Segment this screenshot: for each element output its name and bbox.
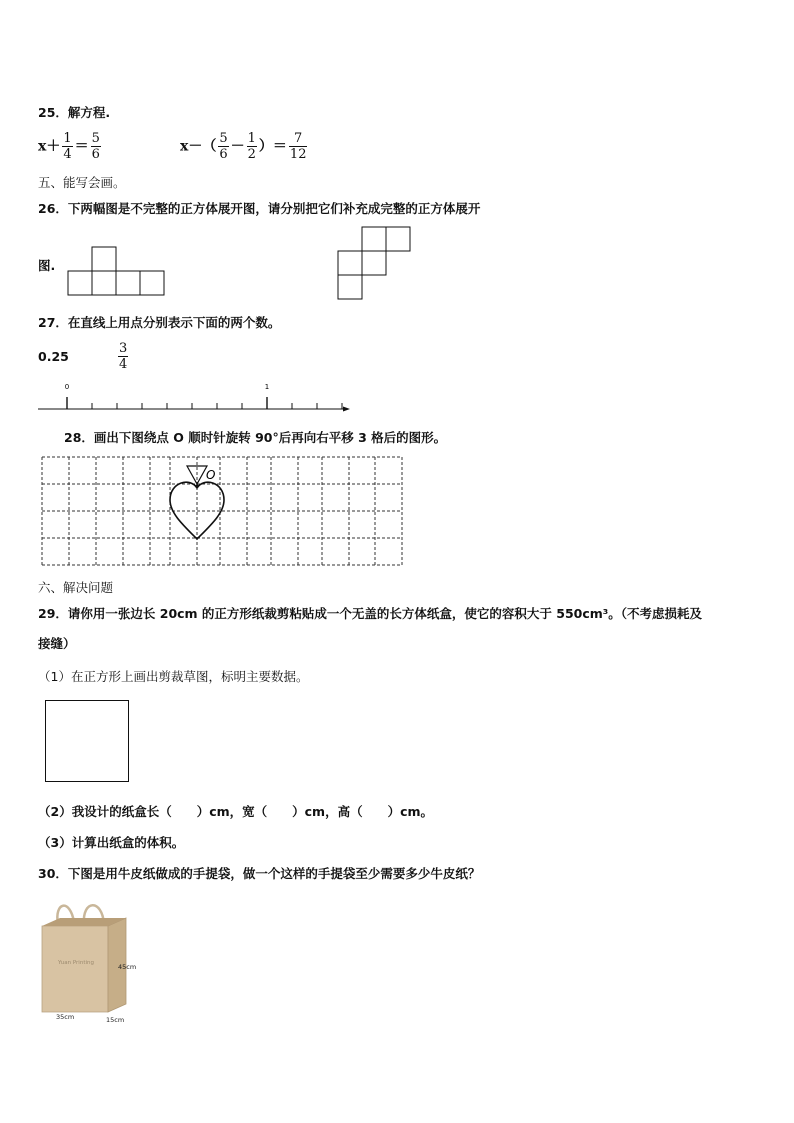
cube-net-2 — [337, 226, 411, 300]
q29-part-3: （3）计算出纸盒的体积。 — [38, 835, 185, 850]
paper-square — [45, 700, 129, 782]
q29-part-2: （2）我设计的纸盒长（ ）cm，宽（ ）cm，高（ ）cm。 — [38, 804, 434, 819]
dim-height: 45cm — [118, 963, 137, 971]
bag-watermark: Yuan Printing — [58, 960, 94, 966]
fraction: $\frac{7}{12}$ — [289, 131, 307, 162]
tick-label-1: 1 — [264, 383, 270, 391]
eq1-lhs: x＋ — [38, 138, 61, 155]
paper-bag-image — [38, 894, 150, 1026]
fraction: $\frac{1}{2}$ — [247, 131, 256, 162]
fraction: $\frac{1}{4}$ — [63, 131, 72, 162]
q28-title: 28．画出下图绕点 O 顺时针旋转 90°后再向右平移 3 格后的图形。 — [64, 430, 447, 445]
q30-title: 30．下图是用牛皮纸做成的手提袋，做一个这样的手提袋至少需要多少牛皮纸？ — [38, 866, 481, 881]
number-decimal: 0.25 — [38, 349, 69, 364]
fraction-three-quarters: $\frac{3}{4}$ — [119, 341, 128, 372]
point-o-label: O — [206, 468, 216, 482]
section-6-heading: 六、解决问题 — [38, 580, 114, 595]
tick-label-0: 0 — [64, 383, 70, 391]
point-o — [195, 484, 198, 487]
q25-title: 25．解方程. — [38, 105, 111, 120]
q27-title: 27．在直线上用点分别表示下面的两个数。 — [38, 315, 281, 330]
q26-title: 26．下两幅图是不完整的正方体展开图，请分别把它们补充成完整的正方体展开 — [38, 201, 481, 216]
dim-depth: 15cm — [106, 1016, 125, 1024]
equation-1: x＋ $\frac{1}{4}$ ＝ $\frac{5}{6}$ — [38, 131, 100, 162]
dashed-grid — [40, 455, 404, 567]
cube-net-1 — [66, 246, 166, 298]
q29-title: 29．请你用一张边长 20cm 的正方形纸裁剪粘贴成一个无盖的长方体纸盒，使它的容积大于 550cm³。（不考虑损耗及 — [38, 606, 703, 621]
equation-2: x－（ $\frac{5}{6}$ － $\frac{1}{2}$ ）＝ $\frac{7}{12}$ — [180, 131, 307, 162]
dim-width: 35cm — [56, 1013, 75, 1021]
number-line — [36, 380, 354, 416]
q29-part-1: （1）在正方形上画出剪裁草图，标明主要数据。 — [38, 669, 309, 684]
section-5-heading: 五、能写会画。 — [38, 175, 126, 190]
q26-title-cont: 图. — [38, 258, 56, 273]
eq2-lhs: x－（ — [180, 138, 217, 155]
fraction: $\frac{5}{6}$ — [91, 131, 100, 162]
fraction: $\frac{5}{6}$ — [219, 131, 228, 162]
q29-title-cont: 接缝） — [38, 636, 76, 651]
